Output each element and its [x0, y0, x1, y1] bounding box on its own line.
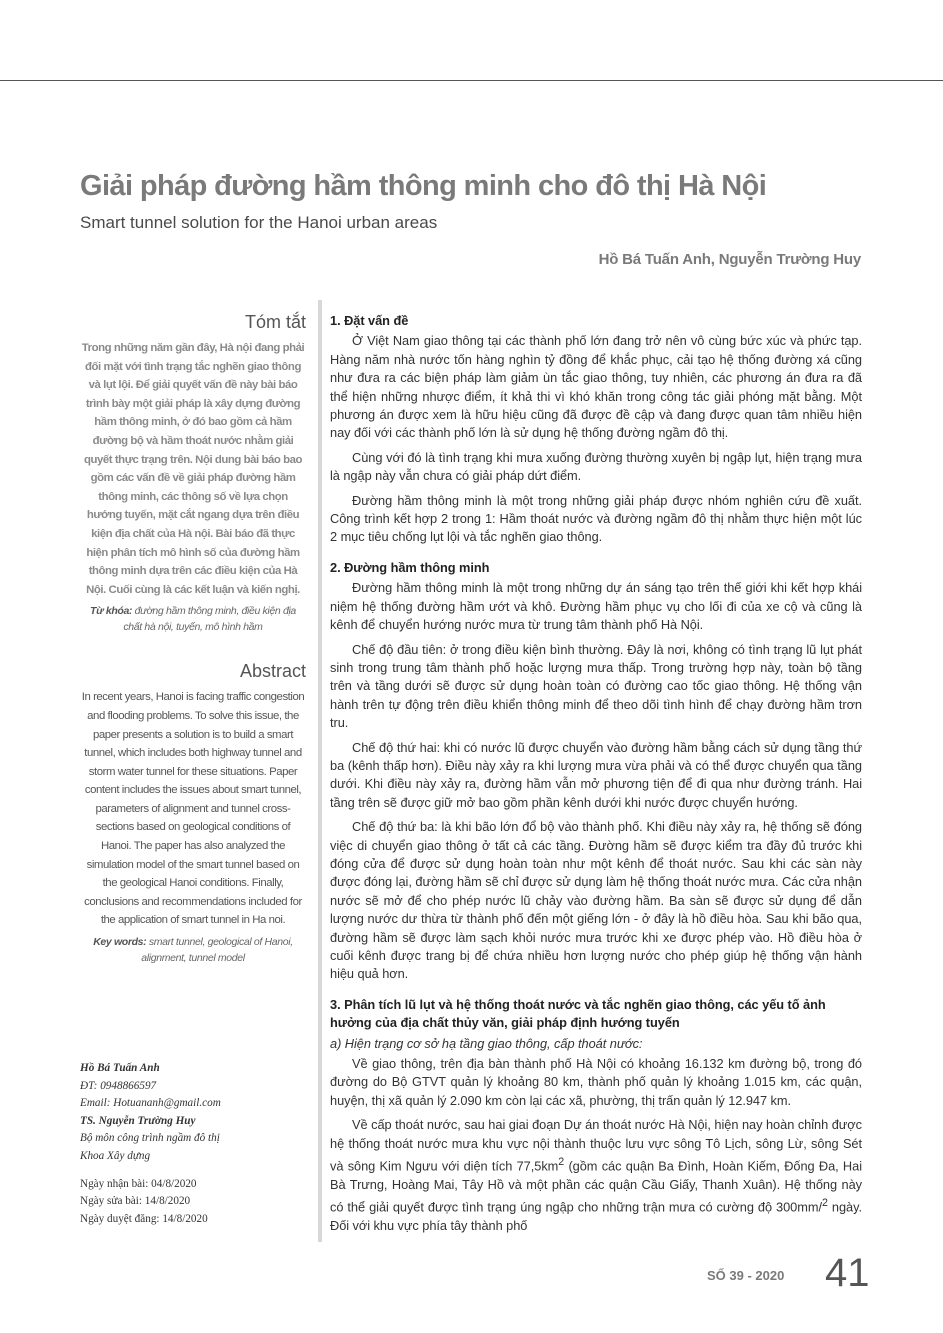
section-1-heading: 1. Đặt vấn đề: [330, 313, 409, 328]
author2-dept: Bộ môn công trình ngầm đô thị: [80, 1132, 220, 1145]
date-accepted: Ngày duyệt đăng: 14/8/2020: [80, 1212, 208, 1225]
date-received: Ngày nhận bài: 04/8/2020: [80, 1177, 197, 1190]
section-3-para-1: Về giao thông, trên địa bàn thành phố Hà Nội có khoảng 16.132 km đường bộ, trong đó đường do Bộ GTVT quản lý khoảng 80 km, thành phố quản lý khoảng 1.015 km, các quận, huyện, thị xã quản lý 2.090 km còn lại các xã, phường, thị trấn quản lý 12.947 km.: [330, 1056, 862, 1108]
author1-name: Hồ Bá Tuấn Anh: [80, 1062, 160, 1074]
author1-email: Email: Hotuananh@gmail.com: [80, 1097, 221, 1110]
summary-vi-heading: Tóm tắt: [244, 312, 306, 332]
keywords-vi-list: đường hầm thông minh, điều kiện địa chất hà nội, tuyến, mô hình hầm: [123, 605, 296, 634]
section-1-para-3: Đường hầm thông minh là một trong những giải pháp được nhóm nghiên cứu đề xuất. Công trình kết hợp 2 trong 1: Hầm thoát nước và đường ngầm đô thị nhằm thực hiện một lúc 2 mục tiêu chống lụt lội và tắc nghẽn giao thông.: [330, 492, 862, 545]
author1-phone: ĐT: 0948866597: [80, 1079, 157, 1092]
keywords-en: [80, 934, 306, 966]
article-subtitle: Smart tunnel solution for the Hanoi urban areas: [80, 213, 438, 232]
section-3-para-2-b: (gồm các quận Ba Đình, Hoàn Kiếm, Đống Đa, Hai Bà Trưng, Hoàng Mai, Tây Hồ và một phần các quận Cầu Giấy, Thanh Xuân). Hệ thống này có thể giải quyết được tình trạng úng ngập cho những trận mưa có cường độ 300mm/: [330, 1158, 862, 1215]
author-info: [80, 1060, 310, 1228]
keywords-vi: [80, 603, 306, 635]
section-3-para-2: [330, 1116, 862, 1235]
section-1-para-2: Cùng với đó là tình trạng khi mưa xuống đường thường xuyên bị ngập lụt, hiện trạng mưa là ngập này vẫn chưa có giải pháp dứt điểm.: [330, 449, 862, 484]
author2-faculty: Khoa Xây dựng: [80, 1149, 151, 1162]
main-body: [330, 312, 862, 1241]
section-2-para-1: Đường hầm thông minh là một trong những dự án sáng tạo trên thế giới khi kết hợp khái niệm hệ thống đường hầm ướt và khô. Đường hầm phục vụ cho lối đi của xe cộ và cũng là kênh để chuyển hướng nước mưa từ trung tâm thành phố Hà Nội.: [330, 580, 862, 633]
section-2-para-2: Chế độ đầu tiên: ở trong điều kiện bình thường. Đây là nơi, không có tình trạng lũ lụt phát sinh trong trung tâm thành phố hoặc lượng mưa thấp. Trong trường hợp này, toàn bộ tầng trên và tầng dưới sẽ được sử dụng hoàn toàn có đường cao tốc giao thông. Hệ thống vận hành trên tự động trên điều khiển thông minh để theo dõi tình hình để chạy đường hầm trơn tru.: [330, 641, 862, 731]
section-3-subheading: a) Hiện trạng cơ sở hạ tầng giao thông, cấp thoát nước:: [330, 1035, 643, 1051]
page-number: 41: [825, 1251, 870, 1295]
abstract-text: In recent years, Hanoi is facing traffic congestion and flooding problems. To solve this issue, the paper presents a solution is to build a smart tunnel, which includes both highway tunnel and storm water tunnel for these situations. Paper content includes the issues about smart tunnel, parameters of alignment and tunnel cross-sections based on geological conditions of Hanoi. The paper has also analyzed the simulation model of the smart tunnel based on the geological Hanoi conditions. Finally, conclusions and recommendations included for the application of smart tunnel in Ha noi.: [81, 691, 305, 927]
section-1-para-1: Ở Việt Nam giao thông tại các thành phố lớn đang trở nên vô cùng bức xúc và phức tạp. Hàng năm nhà nước tốn hàng nghìn tỷ đồng để khắc phục, cải tạo hệ thống đường xá cũng như đưa ra các biện pháp làm giảm ùn tắc giao thông, tuy nhiên, các phương án đưa ra đã thể hiện những nhược điểm, ít khả thi vì khó khăn trong công tác giải phóng mặt bằng. Một phương án được xem là hữu hiệu cũng đã được đề cập và đang được quan tâm nhiều hiện nay đối với các thành phố lớn là sử dụng hệ thống đường ngầm đô thị.: [330, 333, 862, 441]
superscript: 2: [558, 1156, 565, 1169]
keywords-vi-label: Từ khóa:: [90, 605, 133, 618]
date-revised: Ngày sửa bài: 14/8/2020: [80, 1195, 191, 1208]
section-2-heading: 2. Đường hầm thông minh: [330, 559, 490, 575]
author2-name: TS. Nguyễn Trường Huy: [80, 1114, 196, 1127]
section-3-heading: 3. Phân tích lũ lụt và hệ thống thoát nước và tắc nghẽn giao thông, các yếu tố ảnh hưởng của địa chất thủy văn, giải pháp định hướng tuyến: [330, 996, 826, 1031]
summary-vi-text: Trong những năm gần đây, Hà nội đang phải đối mặt với tình trạng tắc nghẽn giao thông và lụt lội. Để giải quyết vấn đề này bài báo trình bày một giải pháp là xây dựng đường hầm thông minh, ở đó bao gồm cả hầm đường bộ và hầm thoát nước nhằm giải quyết thực trạng trên. Nội dung bài báo bao gồm các vấn đề về giải pháp đường hầm thông minh, các thông số về lựa chọn hướng tuyến, mặt cắt ngang dựa trên điều kiện địa chất của Hà nội. Bài báo đã thực hiện phân tích mô hình số của đường hầm thông minh dựa trên các điều kiện của Hà Nội. Cuối cùng là các kết luận và kiến nghị.: [81, 342, 305, 596]
section-3-para-2-c: ngày. Đối với khu vực phía tây thành phố: [330, 1199, 862, 1233]
left-column: [80, 312, 306, 966]
superscript: 2: [821, 1197, 828, 1210]
top-rule: [0, 80, 943, 81]
column-divider: [318, 300, 322, 1242]
section-2-para-3: Chế độ thứ hai: khi có nước lũ được chuyển vào đường hầm bằng cách sử dụng tầng thứ ba (kênh thấp hơn). Điều này xảy ra khi lượng mưa vừa phải và có thể được chuyển qua tầng dưới. Khi điều này xảy ra, đường hầm vẫn mở phương tiện để đi qua như đường tránh. Hai tầng trên sẽ được giữ mở bao gồm phần kênh dưới khi nước được chuyển hướng.: [330, 739, 862, 810]
abstract-heading: Abstract: [239, 661, 306, 682]
keywords-en-list: smart tunnel, geological of Hanoi, alignment, tunnel model: [141, 936, 293, 965]
article-title: Giải pháp đường hầm thông minh cho đô thị Hà Nội: [80, 170, 767, 202]
keywords-en-label: Key words:: [93, 936, 147, 949]
section-3-para-2-a: Về cấp thoát nước, sau hai giai đoạn Dự án thoát nước Hà Nội, hiện nay hoàn chỉnh được hệ thống thoát nước mưa khu vực nội thành thuộc lưu vực sông Tô Lịch, sông Lừ, sông Sét và sông Kim Ngưu với diện tích 77,5km: [330, 1117, 862, 1174]
section-2-para-4: Chế độ thứ ba: là khi bão lớn đổ bộ vào thành phố. Khi điều này xảy ra, hệ thống sẽ đóng việc di chuyển giao thông ở tất cả các tầng. Đường hầm sẽ được kiểm tra đầy đủ trước khi đóng cửa để được sử dụng hoàn toàn như một kênh để thoát nước. Sau khi các sàn này được đóng lại, đường hầm sẽ chỉ được sử dụng làm hệ thống thoát nước mưa. Các cửa nhận nước sẽ mở để cho phép nước lũ chảy vào đường hầm. Ba sàn sẽ được sử dụng để dẫn lượng nước dư thừa từ thành phố đến một giếng lớn - ở đây là hồ điều hòa. Sau khi bão qua, đường hầm sẽ được làm sạch khỏi nước mưa trước khi xe được phép vào. Hồ điều hòa ở cuối kênh được trang bị để chứa nhiều hơn lượng nước cho phép giúp hệ thống vận hành hiệu quả hơn.: [330, 819, 862, 982]
issue-number: SỐ 39 - 2020: [707, 1268, 785, 1283]
article-authors: Hồ Bá Tuấn Anh, Nguyễn Trường Huy: [598, 251, 861, 268]
